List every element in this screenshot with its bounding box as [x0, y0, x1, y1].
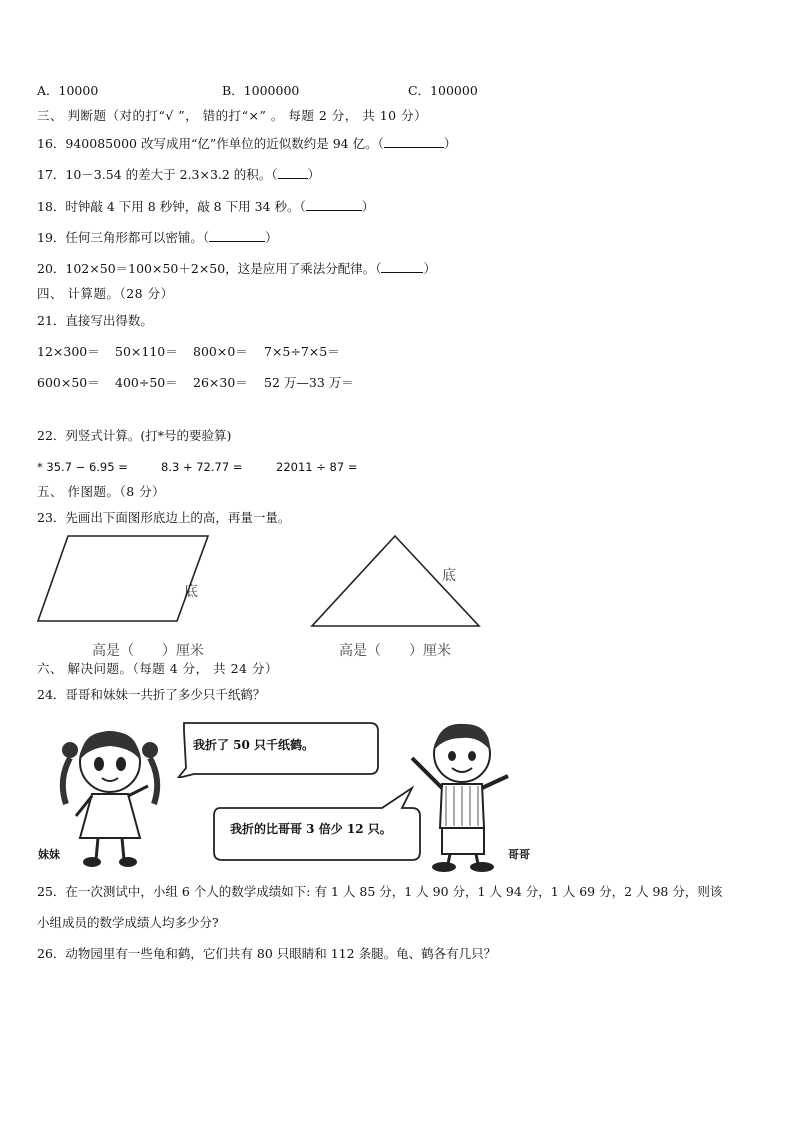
triangle-height-answer[interactable]: 高是（ ）厘米 [339, 643, 451, 659]
question-25-line-1: 25．在一次测试中，小组 6 个人的数学成绩如下: 有 1 人 85 分，1 人 90 分，1 人 94 分，1 人 69 分，2 人 98 分，则该 [37, 884, 723, 899]
choice-a: A．10000 [37, 83, 99, 98]
answer-blank-18[interactable] [306, 198, 362, 211]
question-17 [37, 166, 320, 183]
answer-blank-16[interactable] [384, 135, 444, 148]
calc-row-2-item-1: 600×50＝ [37, 375, 100, 390]
question-18-close: ） [361, 199, 375, 214]
calc-row-2-item-3: 26×30＝ [193, 375, 248, 390]
choice-c: C．100000 [408, 83, 478, 98]
speech-bubble-2-text: 我折的比哥哥 3 倍少 12 只。 [230, 822, 392, 836]
question-19-text: 19．任何三角形都可以密铺。（ [37, 230, 210, 245]
parallelogram-base-label: 底 [184, 584, 198, 600]
calc-row-2-item-2: 400÷50＝ [115, 375, 178, 390]
question-17-close: ） [307, 167, 321, 182]
parallelogram-figure [36, 533, 216, 625]
boy-illustration [398, 716, 520, 876]
triangle-figure [309, 533, 483, 629]
question-21: 21．直接写出得数。 [37, 313, 153, 328]
calc-row-1-item-3: 800×0＝ [193, 344, 248, 359]
question-18-text: 18．时钟敲 4 下用 8 秒钟，敲 8 下用 34 秒。（ [37, 199, 306, 214]
calc-row-1-item-4: 7×5÷7×5＝ [264, 344, 340, 359]
parallelogram-height-answer[interactable]: 高是（ ）厘米 [92, 643, 204, 659]
question-19-close: ） [265, 230, 278, 245]
answer-blank-19[interactable] [209, 229, 265, 242]
calc-row-1-item-1: 12×300＝ [37, 344, 100, 359]
vertical-calc-3: 22011 ÷ 87 = [276, 460, 358, 474]
question-20-close: ） [423, 261, 436, 276]
choice-b: B．1000000 [222, 83, 300, 98]
question-22: 22．列竖式计算。(打*号的要验算) [37, 428, 232, 443]
question-16 [37, 135, 456, 152]
section-3-title: 三、 判断题（对的打“√ ”， 错的打“×” 。 每题 2 分， 共 10 分） [37, 108, 428, 123]
section-5-title: 五、 作图题。（8 分） [37, 484, 166, 499]
calc-row-1-item-2: 50×110＝ [115, 344, 178, 359]
girl-label: 妹妹 [38, 848, 60, 861]
question-16-text: 16．940085000 改写成用“亿”作单位的近似数约是 94 亿。（ [37, 136, 384, 151]
triangle-base-label: 底 [442, 568, 456, 584]
question-17-text: 17．10－3.54 的差大于 2.3×3.2 的积。（ [37, 167, 278, 182]
question-25-line-2: 小组成员的数学成绩人均多少分? [37, 915, 219, 930]
question-18 [37, 198, 374, 215]
calc-row-2-item-4: 52 万—33 万＝ [264, 375, 354, 390]
question-20-text: 20．102×50＝100×50＋2×50，这是应用了乘法分配律。（ [37, 261, 382, 276]
section-4-title: 四、 计算题。（28 分） [37, 286, 174, 301]
speech-bubble-1-text: 我折了 50 只千纸鹤。 [193, 738, 315, 752]
section-6-title: 六、 解决问题。（每题 4 分， 共 24 分） [37, 661, 278, 676]
vertical-calc-1: * 35.7 − 6.95 = [37, 460, 128, 474]
answer-blank-20[interactable] [381, 260, 423, 273]
question-23: 23．先画出下面图形底边上的高，再量一量。 [37, 510, 291, 525]
vertical-calc-2: 8.3 + 72.77 = [161, 460, 243, 474]
question-26: 26．动物园里有一些龟和鹤，它们共有 80 只眼睛和 112 条腿。龟、鹤各有几只？ [37, 946, 497, 961]
question-16-close: ） [443, 136, 457, 151]
question-20 [37, 260, 436, 277]
question-24: 24．哥哥和妹妹一共折了多少只千纸鹤？ [37, 687, 266, 702]
answer-blank-17[interactable] [278, 166, 308, 179]
girl-illustration [52, 720, 172, 870]
boy-label: 哥哥 [508, 848, 530, 861]
question-19 [37, 229, 278, 246]
